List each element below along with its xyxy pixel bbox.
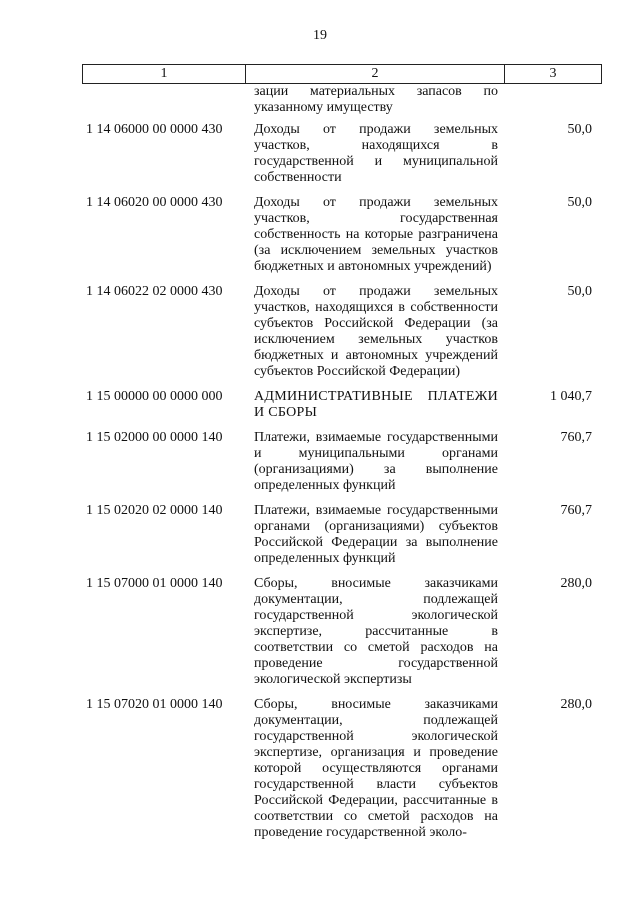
row-name: Платежи, взимаемые государственными органами (организациями) субъектов Российской Федерации за выполнение определенных функций	[254, 503, 498, 566]
column-header-3: 3	[549, 66, 557, 81]
row-value: 50,0	[567, 195, 592, 210]
column-header-1: 1	[83, 65, 246, 83]
row-value: 50,0	[567, 284, 592, 299]
row-name: Платежи, взимаемые государственными и муниципальными органами (организациями) за выполнение определенных функций	[254, 430, 498, 493]
row-code: 1 15 07000 01 0000 140	[86, 576, 223, 591]
column-header-2: 2	[246, 65, 505, 83]
row-name: АДМИНИСТРАТИВНЫЕ ПЛАТЕЖИ И СБОРЫ	[254, 389, 498, 420]
row-name: Сборы, вносимые заказчиками документации, подлежащей государственной экологической экспертизе, организация и проведение которой осуществляются органами государственной власти субъектов Российской Федерации, рассчитанные в соответствии со сметой расходов на проведение государственной эколо-	[254, 697, 498, 840]
table-row	[82, 122, 602, 186]
row-value: 280,0	[560, 697, 592, 712]
table-row	[82, 697, 602, 841]
row-value: 280,0	[560, 576, 592, 591]
table-row-continuation	[82, 84, 602, 116]
row-code: 1 15 02020 02 0000 140	[86, 503, 223, 518]
row-name: Доходы от продажи земельных участков, находящихся в государственной и муниципальной собственности	[254, 122, 498, 185]
row-code: 1 14 06000 00 0000 430	[86, 122, 223, 137]
table-row	[82, 389, 602, 421]
continuation-text: зации материальных запасов по указанному имуществу	[254, 84, 498, 115]
page-number: 19	[313, 28, 327, 43]
row-code: 1 15 02000 00 0000 140	[86, 430, 223, 445]
row-name: Сборы, вносимые заказчиками документации, подлежащей государственной экологической экспертизе, рассчитанные в соответствии со сметой расходов на проведение государственной экологической экспертизы	[254, 576, 498, 687]
row-code: 1 15 07020 01 0000 140	[86, 697, 223, 712]
row-code: 1 14 06020 00 0000 430	[86, 195, 223, 210]
table-row	[82, 576, 602, 688]
row-code: 1 15 00000 00 0000 000	[86, 389, 223, 404]
row-value: 1 040,7	[550, 389, 592, 404]
table-row	[82, 195, 602, 275]
row-value: 760,7	[560, 430, 592, 445]
row-name: Доходы от продажи земельных участков, государственная собственность на которые разграничена (за исключением земельных участков бюджетных и автономных учреждений)	[254, 195, 498, 274]
table-body	[82, 84, 602, 850]
row-value: 50,0	[567, 122, 592, 137]
table-row	[82, 430, 602, 494]
row-value: 760,7	[560, 503, 592, 518]
row-code: 1 14 06022 02 0000 430	[86, 284, 223, 299]
table-header	[82, 64, 602, 84]
table-row	[82, 503, 602, 567]
row-name: Доходы от продажи земельных участков, находящихся в собственности субъектов Российской Федерации (за исключением земельных участков бюджетных и автономных учреждений субъектов Российской Федерации)	[254, 284, 498, 379]
table-row	[82, 284, 602, 380]
